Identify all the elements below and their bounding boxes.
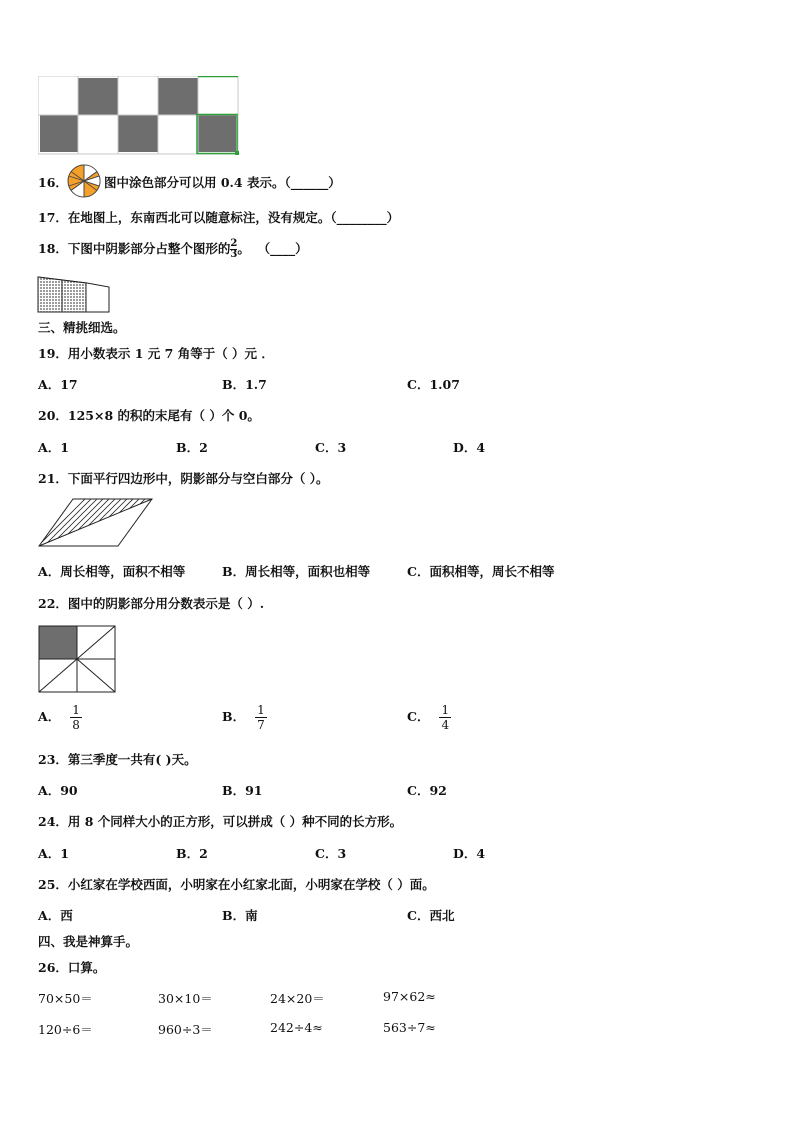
q22-option-a[interactable]: A． $\frac{1}{8}$ xyxy=(38,703,80,732)
q20-number: 20． xyxy=(38,408,68,423)
q18-trapezoid-figure xyxy=(37,275,113,315)
q24-option-d[interactable]: D．4 xyxy=(453,846,486,861)
q21-option-b[interactable]: B．周长相等，面积也相等 xyxy=(222,564,371,579)
q23-option-c[interactable]: C．92 xyxy=(407,783,447,798)
q19-option-a[interactable]: A．17 xyxy=(38,377,78,392)
q16-statement: 图中涂色部分可以用 0.4 表示。 xyxy=(104,175,285,190)
shaded-part xyxy=(39,626,77,659)
q21-option-c[interactable]: C．面积相等，周长不相等 xyxy=(407,564,555,579)
q18-answer-blank[interactable]: （____） xyxy=(263,241,308,256)
q16-number: 16． xyxy=(38,175,68,190)
q22-option-b-fraction: $\frac{1}{7}$ xyxy=(257,703,265,732)
q18-text: 18．下图中阴影部分占整个图形的 $\frac{2}{3}$ 。 （____） xyxy=(38,238,308,260)
calc-item[interactable]: 24×20＝ xyxy=(270,991,325,1006)
q25-option-a[interactable]: A．西 xyxy=(38,908,73,923)
q18-statement: 下图中阴影部分占整个图形的 xyxy=(67,241,231,256)
q22-number: 22． xyxy=(38,596,68,611)
calc-item[interactable]: 70×50＝ xyxy=(38,991,93,1006)
calc-item[interactable]: 30×10＝ xyxy=(158,991,213,1006)
q24-number: 24． xyxy=(38,814,68,829)
shaded-part xyxy=(62,280,86,312)
calc-item[interactable]: 120÷6＝ xyxy=(38,1022,93,1037)
q23-statement: 第三季度一共有( )天。 xyxy=(67,752,197,767)
q16-text xyxy=(104,173,341,191)
q17-number: 17． xyxy=(38,210,68,225)
q24-option-b[interactable]: B．2 xyxy=(176,846,208,861)
q20-option-c[interactable]: C．3 xyxy=(315,440,347,455)
q19-statement: 用小数表示 1 元 7 角等于（ ）元 ． xyxy=(67,346,274,361)
calc-item[interactable]: 960÷3＝ xyxy=(158,1022,213,1037)
q24-option-a[interactable]: A．1 xyxy=(38,846,69,861)
q17-text xyxy=(38,208,399,226)
q17-answer-blank[interactable]: （________） xyxy=(330,210,400,225)
q20-option-a[interactable]: A．1 xyxy=(38,440,69,455)
q25-number: 25． xyxy=(38,877,68,892)
q21-statement: 下面平行四边形中，阴影部分与空白部分（ ）。 xyxy=(67,471,329,486)
q22-option-c-fraction: $\frac{1}{4}$ xyxy=(441,703,450,732)
q17-statement: 在地图上，东南西北可以随意标注，没有规定。 xyxy=(67,210,331,225)
q19-option-b[interactable]: B．1.7 xyxy=(222,377,267,392)
q22-option-a-fraction: $\frac{1}{8}$ xyxy=(72,703,80,732)
q23-text xyxy=(38,750,197,768)
q25-option-b[interactable]: B．南 xyxy=(222,908,258,923)
q24-text xyxy=(38,812,402,830)
q25-statement: 小红家在学校西面，小明家在小红家北面，小明家在学校（ ）面。 xyxy=(67,877,435,892)
q19-text xyxy=(38,344,274,362)
grid-cell-shaded xyxy=(40,115,78,152)
q20-option-b[interactable]: B．2 xyxy=(176,440,208,455)
q21-parallelogram-figure xyxy=(37,497,155,549)
q23-option-b[interactable]: B．91 xyxy=(222,783,263,798)
calc-item[interactable]: 97×62≈ xyxy=(383,989,436,1004)
calc-item[interactable]: 242÷4≈ xyxy=(270,1020,323,1035)
q24-option-c[interactable]: C．3 xyxy=(315,846,347,861)
q19-option-c[interactable]: C．1.07 xyxy=(407,377,460,392)
grid-cell-shaded xyxy=(78,78,118,115)
q22-text xyxy=(38,594,264,612)
q24-statement: 用 8 个同样大小的正方形，可以拼成（ ）种不同的长方形。 xyxy=(67,814,403,829)
grid-cell-shaded xyxy=(118,115,158,152)
q22-option-b[interactable]: B． $\frac{1}{7}$ xyxy=(222,703,265,732)
q26-number: 26． xyxy=(38,960,68,975)
q16-answer-blank[interactable]: （______） xyxy=(284,175,341,190)
q20-statement: 125×8 的积的末尾有（ ）个 0。 xyxy=(67,408,260,423)
q22-square-figure xyxy=(37,624,117,694)
shaded-part xyxy=(38,277,62,312)
q21-option-a[interactable]: A．周长相等，面积不相等 xyxy=(38,564,186,579)
q20-text xyxy=(38,406,260,424)
q25-option-c[interactable]: C．西北 xyxy=(407,908,455,923)
orange-pie-icon xyxy=(66,163,102,199)
q18-number: 18． xyxy=(38,241,68,256)
grid-cell-shaded xyxy=(158,78,198,115)
q23-number: 23． xyxy=(38,752,68,767)
q25-text xyxy=(38,875,435,893)
q22-statement: 图中的阴影部分用分数表示是（ ）. xyxy=(67,596,265,611)
q19-number: 19． xyxy=(38,346,68,361)
q26-statement: 口算。 xyxy=(67,960,106,975)
q21-text xyxy=(38,469,329,487)
checker-grid-figure xyxy=(38,76,242,158)
q26-text xyxy=(38,958,105,976)
calc-item[interactable]: 563÷7≈ xyxy=(383,1020,436,1035)
section-3-title: 三、精挑细选。 xyxy=(38,320,126,335)
q18-fraction: $\frac{2}{3}$ xyxy=(230,238,238,260)
section-4-title: 四、我是神算手。 xyxy=(38,934,139,949)
q20-option-d[interactable]: D．4 xyxy=(453,440,486,455)
grid-cell-shaded xyxy=(198,115,236,152)
q23-option-a[interactable]: A．90 xyxy=(38,783,78,798)
q21-number: 21． xyxy=(38,471,68,486)
q22-option-c[interactable]: C． $\frac{1}{4}$ xyxy=(407,703,450,732)
